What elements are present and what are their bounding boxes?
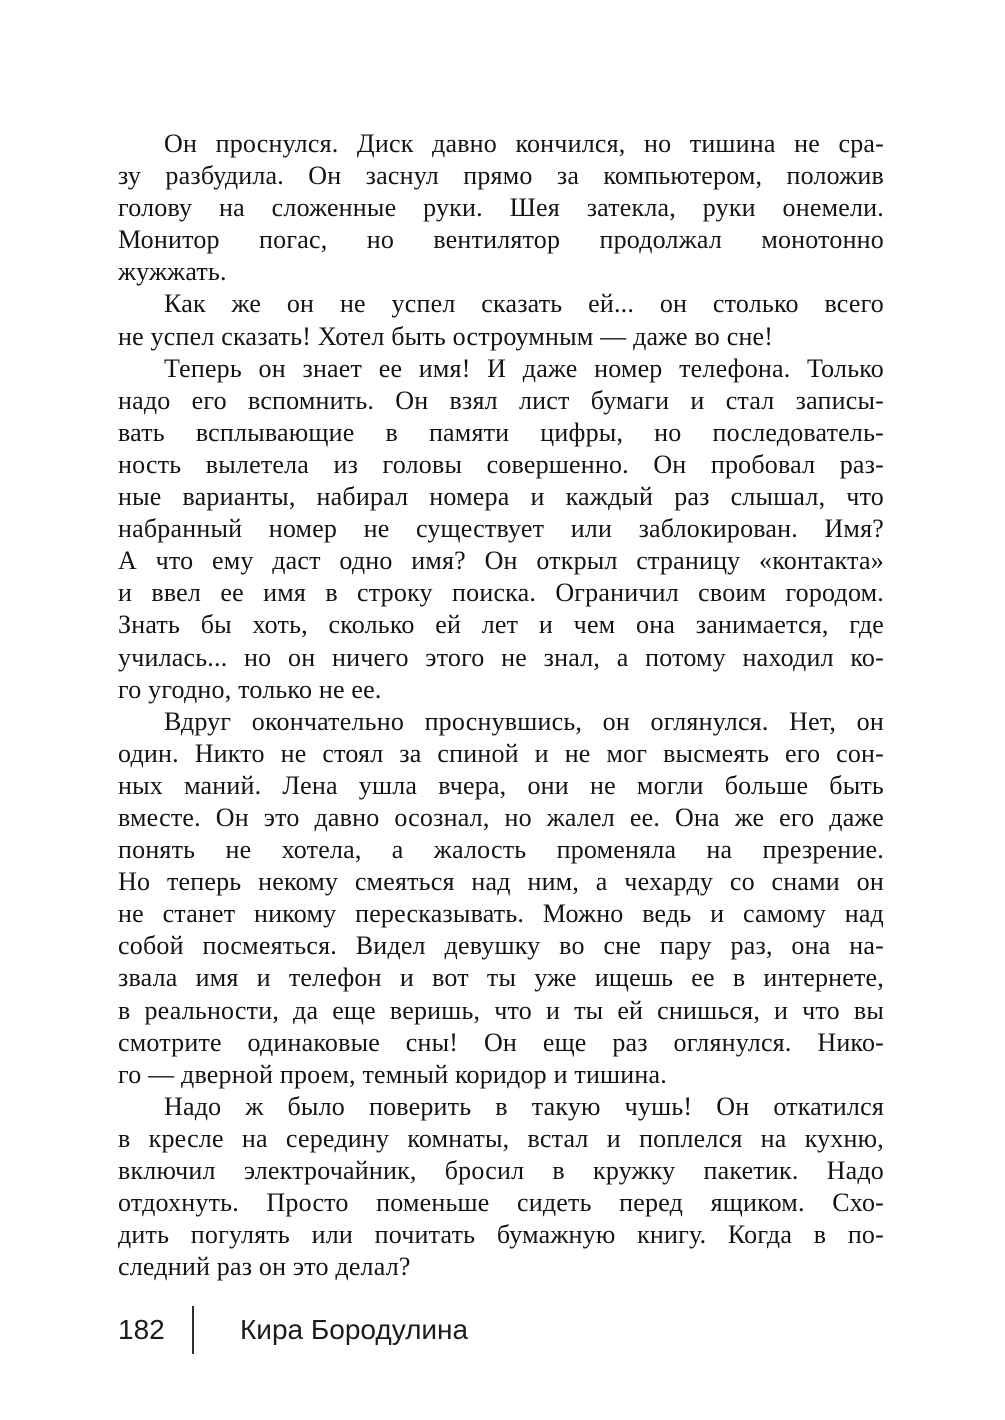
- text-line: понять не хотела, а жалость променяла на презрение.: [118, 835, 884, 865]
- text-line: Знать бы хоть, сколько ей лет и чем она занимается, где: [118, 610, 884, 640]
- author-name: Кира Бородулина: [240, 1314, 469, 1345]
- paragraph: [118, 128, 884, 288]
- text-line: зу разбудила. Он заснул прямо за компьютером, положив: [118, 161, 884, 191]
- text-line: ные варианты, набирал номера и каждый раз слышал, что: [118, 482, 884, 512]
- text-line: в кресле на середину комнаты, встал и поплелся на кухню,: [118, 1123, 884, 1153]
- paragraph: [118, 1091, 884, 1284]
- page-text: [118, 128, 884, 1283]
- text-line: Вдруг окончательно проснувшись, он оглянулся. Нет, он: [164, 706, 884, 736]
- text-line: вместе. Он это давно осознал, но жалел ее. Она же его даже: [118, 802, 884, 832]
- text-line: следний раз он это делал?: [118, 1252, 411, 1282]
- text-line: жужжать.: [118, 257, 227, 287]
- text-line: собой посмеяться. Видел девушку во сне пару раз, она на-: [118, 931, 884, 961]
- text-line: Он проснулся. Диск давно кончился, но тишина не сра-: [164, 129, 884, 158]
- text-line: не станет никому пересказывать. Можно ведь и самому над: [118, 899, 884, 929]
- text-line: ность вылетела из головы совершенно. Он пробовал раз-: [118, 449, 884, 479]
- text-line: Но теперь некому смеяться над ним, а чехарду со снами он: [118, 867, 884, 897]
- paragraph: [118, 706, 884, 1091]
- text-line: голову на сложенные руки. Шея затекла, руки онемели.: [118, 193, 884, 223]
- text-line: один. Никто не стоял за спиной и не мог высмеять его сон-: [118, 738, 884, 768]
- paragraph: [118, 288, 884, 352]
- text-line: Как же он не успел сказать ей... он столько всего: [164, 289, 884, 319]
- text-line: звала имя и телефон и вот ты уже ищешь ее в интернете,: [118, 963, 884, 993]
- text-line: училась... но он ничего этого не знал, а потому находил ко-: [118, 642, 884, 672]
- footer-divider: [192, 1306, 194, 1354]
- text-line: Надо ж было поверить в такую чушь! Он откатился: [164, 1091, 884, 1121]
- text-line: Теперь он знает ее имя! И даже номер телефона. Только: [164, 353, 884, 383]
- text-line: ных маний. Лена ушла вчера, они не могли больше быть: [118, 770, 884, 800]
- page-number: 182: [118, 1314, 165, 1345]
- paragraph: [118, 353, 884, 706]
- text-line: включил электрочайник, бросил в кружку пакетик. Надо: [118, 1156, 884, 1185]
- text-line: надо его вспомнить. Он взял лист бумаги и стал записы-: [118, 385, 884, 415]
- text-line: отдохнуть. Просто поменьше сидеть перед ящиком. Схо-: [118, 1188, 884, 1218]
- text-line: го угодно, только не ее.: [118, 674, 382, 704]
- text-line: Монитор погас, но вентилятор продолжал монотонно: [118, 225, 884, 255]
- page-footer: [118, 1304, 468, 1356]
- text-line: смотрите одинаковые сны! Он еще раз оглянулся. Нико-: [118, 1027, 884, 1057]
- text-line: дить погулять или почитать бумажную книгу. Когда в по-: [118, 1220, 884, 1250]
- text-line: и ввел ее имя в строку поиска. Ограничил своим городом.: [118, 578, 884, 608]
- text-line: набранный номер не существует или заблокирован. Имя?: [118, 514, 884, 544]
- text-line: го — дверной проем, темный коридор и тишина.: [118, 1059, 667, 1089]
- text-line: в реальности, да еще веришь, что и ты ей снишься, и что вы: [118, 995, 884, 1025]
- text-line: вать всплывающие в памяти цифры, но последователь-: [118, 417, 884, 447]
- text-line: А что ему даст одно имя? Он открыл страницу «контакта»: [118, 546, 884, 576]
- text-line: не успел сказать! Хотел быть остроумным — даже во сне!: [118, 321, 774, 351]
